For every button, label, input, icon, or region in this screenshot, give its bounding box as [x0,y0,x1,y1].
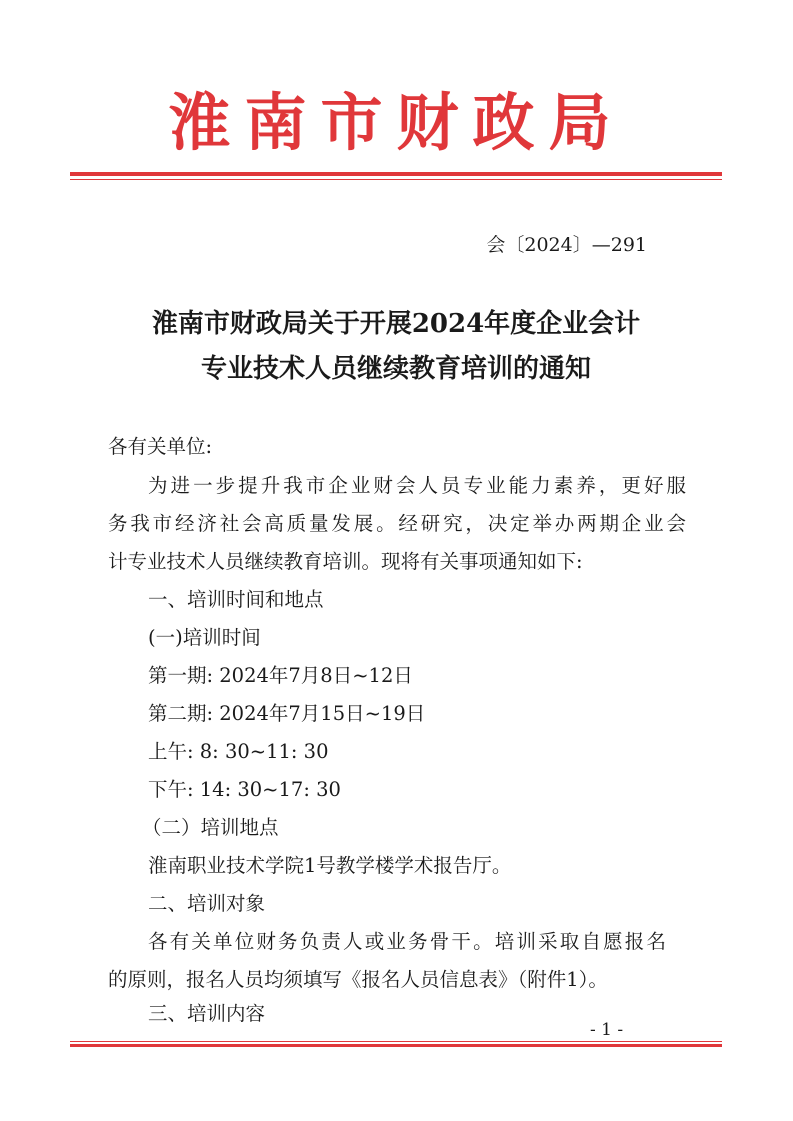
issuing-authority-title: 淮南市财政局 [168,86,625,159]
salutation: 各有关单位: [108,435,213,458]
intro-line-2: 务我市经济社会高质量发展。经研究，决定举办两期企业会 [108,512,686,535]
intro-line-1: 为进一步提升我市企业财会人员专业能力素养，更好服 [148,474,686,497]
section2-line-1: 各有关单位财务负责人或业务骨干。培训采取自愿报名 [148,930,666,953]
section2-line-2: 的原则，报名人员均须填写《报名人员信息表》（附件1）。 [108,968,608,991]
afternoon-schedule: 下午: 14: 30~17: 30 [148,778,341,801]
footer-red-rule-thin [70,1041,722,1042]
intro-line-3: 计专业技术人员继续教育培训。现将有关事项通知如下: [108,550,583,573]
header-red-rule-thin [70,179,722,180]
section3-heading: 三、培训内容 [148,1002,266,1025]
training-period-1: 第一期: 2024年7月8日~12日 [148,664,413,687]
footer-red-rule-thick [70,1044,722,1047]
training-location: 淮南职业技术学院1号教学楼学术报告厅。 [148,854,512,877]
morning-schedule: 上午: 8: 30~11: 30 [148,740,329,763]
document-number: 会〔2024〕—291 [486,234,647,256]
section2-heading: 二、培训对象 [148,892,266,915]
training-period-2: 第二期: 2024年7月15日~19日 [148,702,426,725]
section1-sub1-heading: (一)培训时间 [148,626,261,649]
page-number: - 1 - [590,1020,624,1040]
section1-heading: 一、培训时间和地点 [148,588,324,611]
header-red-rule-thick [70,172,722,176]
document-title-line1: 淮南市财政局关于开展2024年度企业会计 [151,309,641,339]
section1-sub2-heading: （二）培训地点 [142,816,279,839]
document-title-line2: 专业技术人员继续教育培训的通知 [200,354,591,384]
